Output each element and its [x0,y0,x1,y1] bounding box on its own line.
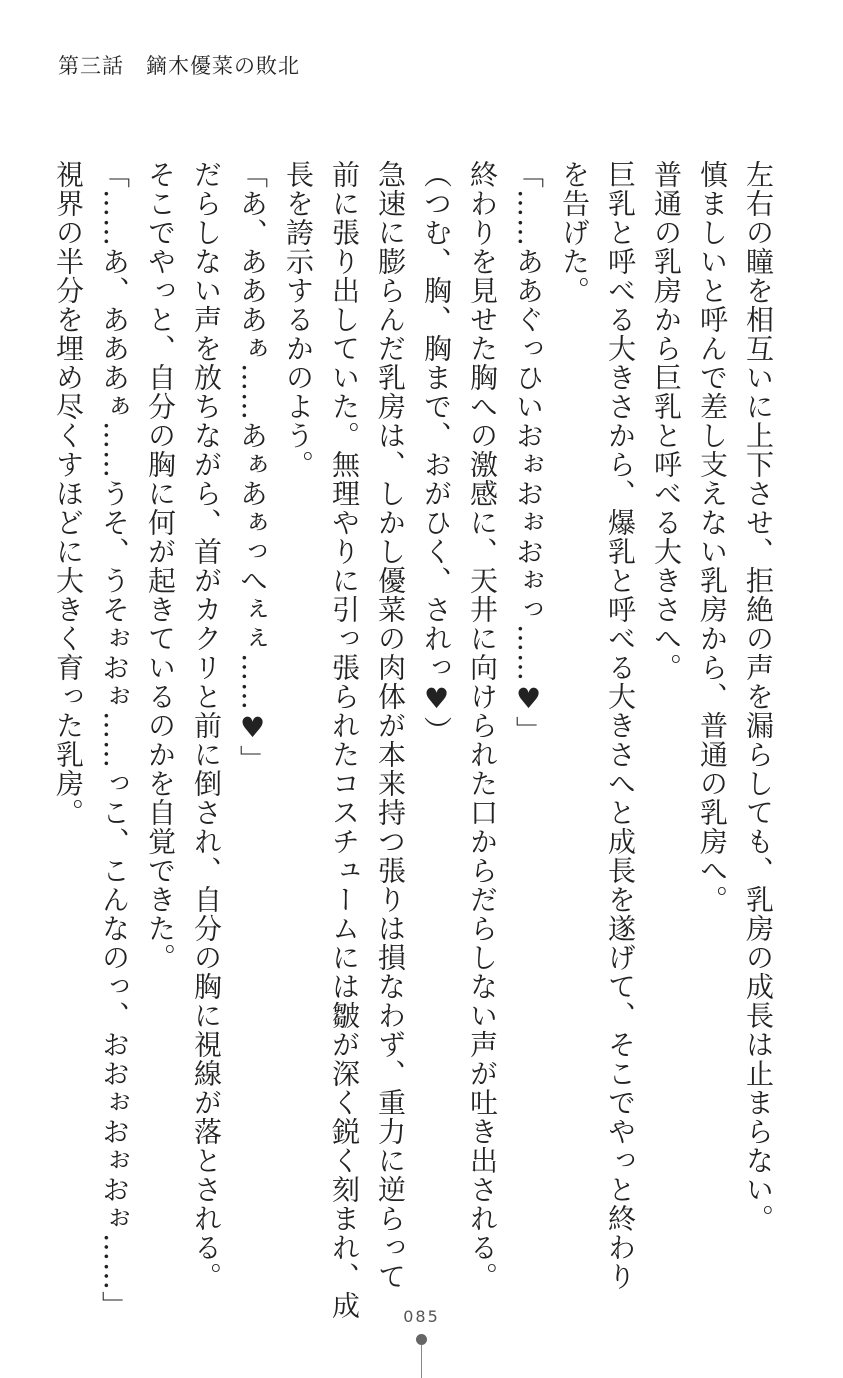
text-line: 前に張り出していた。無理やりに引っ張られたコスチュームには皺が深く鋭く刻まれ、成 [328,160,361,1320]
text-line: そこでやっと、自分の胸に何が起きているのかを自覚できた。 [144,160,177,972]
ornament-dot [416,1334,427,1345]
ornament-line [421,1345,422,1378]
text-line: を告げた。 [558,160,591,305]
text-line: 普通の乳房から巨乳と呼べる大きさへ。 [650,160,683,682]
text-line: 「……ああぐっひいおぉおぉおぉっ……♥」 [512,160,545,745]
text-line: 慎ましいと呼んで差し支えない乳房から、普通の乳房へ。 [696,160,729,914]
text-line: だらしない声を放ちながら、首がカクリと前に倒され、自分の胸に視線が落とされる。 [190,160,223,1291]
page-ornament [0,1334,843,1378]
text-line: 「あ、あああぁ……あぁあぁっへぇぇ……♥」 [236,160,269,774]
text-line: 「……あ、あああぁ……うそ、うそぉおぉ……っこ、こんなのっ、おおぉおぉおぉ……」 [98,160,131,1320]
running-head: 第三話 鏑木優菜の敗北 [58,54,300,78]
text-line: （つむ、胸、胸まで、おがひく、されっ♥） [420,160,453,745]
text-line: 長を誇示するかのよう。 [282,160,315,479]
text-line: 左右の瞳を相互いに上下させ、拒絶の声を漏らしても、乳房の成長は止まらない。 [742,160,775,1233]
text-line: 急速に膨らんだ乳房は、しかし優菜の肉体が本来持つ張りは損なわず、重力に逆らって [374,160,407,1291]
page-number: 085 [403,1307,440,1326]
text-line: 終わりを見せた胸への激感に、天井に向けられた口からだらしない声が吐き出される。 [466,160,499,1291]
text-line: 視界の半分を埋め尽くすほどに大きく育った乳房。 [52,160,85,827]
text-line: 巨乳と呼べる大きさから、爆乳と呼べる大きさへと成長を遂げて、そこでやっと終わり [604,160,637,1291]
